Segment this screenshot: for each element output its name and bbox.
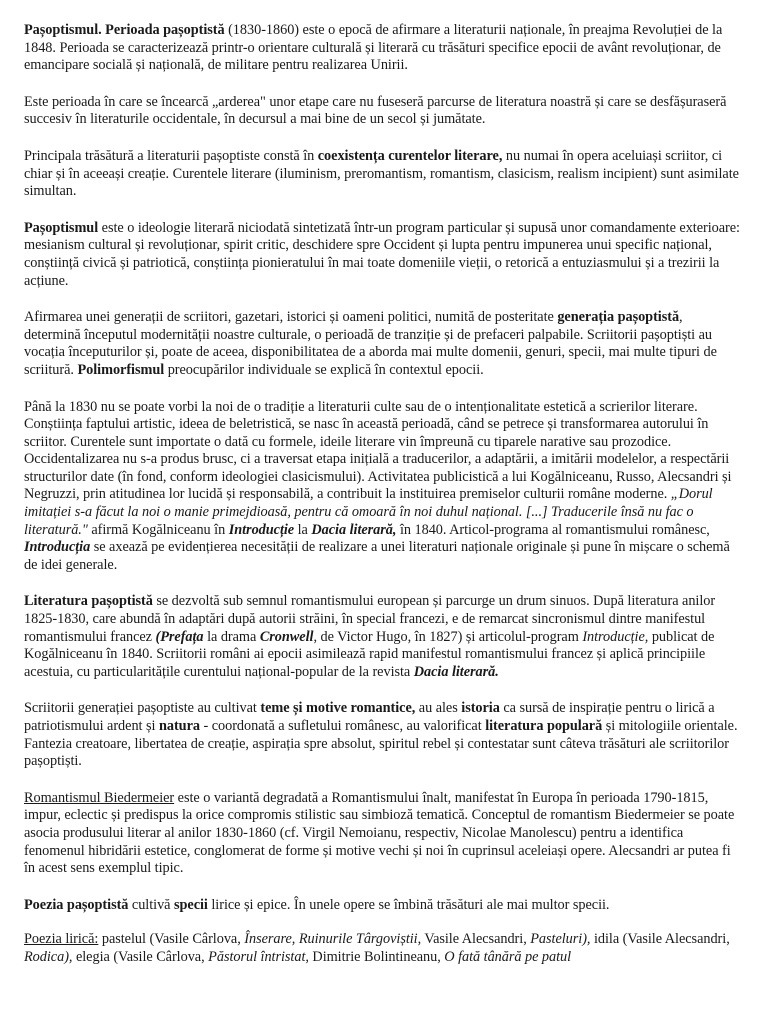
text-run: (Prefața: [155, 628, 204, 645]
text-run: Pașoptismul. Perioada pașoptistă: [24, 22, 225, 38]
text-run: Rodica),: [24, 948, 73, 965]
text-run: Dacia literară,: [311, 521, 397, 538]
text-run: istoria: [461, 700, 500, 717]
text-run: Polimorfismul: [77, 361, 165, 378]
text-run: Înserare, Ruinurile Târgoviștii,: [244, 931, 422, 948]
paragraph-coexistenta: Principala trăsătură a literaturii pașoptiste constă în coexistența curentelor literare, nu numai în opera aceluiași scriitor, ci chiar și în aceeași creație. Curentele literare (iluminism, preromantism, romantism, clasicism, realism incipient) sunt asimilate simultan.: [24, 147, 739, 200]
paragraph-generatia: Afirmarea unei generații de scriitori, gazetari, istorici și oameni politici, numită de posteritate generația pașoptistă, determină începutul modernității noastre culturale, o perioadă de tranziție și de prefaceri palpabile. Scriitorii pașoptiști au vocația începuturilor și, poate de aceea, disponibilitatea de a aborda mai multe domenii, genuri, specii, mai multe tipuri de scriitură. Polimorfismul preocupărilor individuale se explică în contextul epocii.: [24, 309, 717, 378]
text-run: O fată tânără pe patul: [444, 948, 572, 965]
paragraph-ideologie: Pașoptismul este o ideologie literară niciodată sintetizată într-un program particular și supusă unor comandamente exterioare: mesianism cultural și revoluționar, spirit critic, deschidere spre Occident și lupta pentru impunerea unui specific național, conștiință civică și patriotică, conștiința pionieratului în mai toate domeniile vieții, o retorică a entuziasmului și a trezirii la acțiune.: [24, 219, 740, 289]
paragraph-poezia-lirica: Poezia lirică: pastelul (Vasile Cârlova, Înserare, Ruinurile Târgoviștii, Vasile Alecsandri, Pasteluri), idila (Vasile Alecsandri, Rodica), elegia (Vasile Cârlova, Păstorul întristat, Dimitrie Bolintineanu, O fată tânără pe patul: [24, 931, 730, 965]
text-run: specii: [174, 896, 208, 913]
text-run: teme și motive romantice,: [260, 700, 416, 717]
paragraph-intro: Pașoptismul. Perioada pașoptistă (1830-1860) este o epocă de afirmare a literaturii naționale, în preajma Revoluției de la 1848. Perioada se caracterizează printr-o orientare culturală și literară cu trăsături specifice epocii de avânt revoluționar, de emancipare socială și națională, de militare pentru realizarea Unirii.: [24, 22, 723, 74]
text-run: generația pașoptistă: [557, 309, 680, 326]
paragraph-arderea: Este perioada în care se încearcă „arderea" unor etape care nu fuseseră parcurse de literatura noastră și care se desfășuraseră succesiv în literaturile occidentale, în decursul a mai bine de un secol și jumătate.: [24, 93, 727, 128]
paragraph-poezia: Poezia pașoptistă cultivă specii lirice și epice. În unele opere se îmbină trăsături ale mai multor specii.: [24, 896, 610, 913]
text-run: Introducția: [24, 539, 91, 556]
text-run: Pașoptismul: [24, 219, 99, 236]
paragraph-biedermeier: Romantismul Biedermeier este o variantă degradată a Romantismului înalt, manifestat în Europa în perioada 1790-1815, impur, eclectic și predispus la orice compromis stilistic sau simbioză tematică. Conceptul de romantism Biedermeier se poate asocia produsului literar al anilor 1830-1860 (cf. Virgil Nemoianu, respectiv, Nicolae Manolescu) pentru a identifica fenomenul hibridării estetice, conglomerat de forme și motive vechi și noi în cuprinsul aceleiași opere. Alecsandri ar putea fi în acest sens exemplul tipic.: [24, 789, 735, 877]
text-run: Poezia pașoptistă: [24, 896, 129, 913]
text-run: Introducție: [228, 521, 295, 538]
paragraph-traditie: Până la 1830 nu se poate vorbi la noi de o tradiție a literaturii culte sau de o intenționalitate estetică a scrierilor literare. Conștiința faptului artistic, ideea de beletristică, se nasc în această perioadă, când se petrece și transformarea autorului în scriitor. Curentele sunt importate o dată cu formele, ideile literare vin împreună cu tiparele narative sau prozodice. Occidentalizarea nu s-a produs brusc, ci a traversat etapa inițială a traducerilor, a adaptării, a imitării modelelor, a respectării structurilor date (în fond, conform ideologiei clasicismului). Activitatea publicistică a lui Kogălniceanu, Russo, Alecsandri și Negruzzi, prin atitudinea lor lucidă și responsabilă, a contribuit la instituirea premiselor culturii române moderne. „Dorul imitației s-a făcut la noi o manie primejdioasă, pentru că omoară în noi duhul național. [...] Traducerile însă nu fac o literatură." afirmă Kogălniceanu în Introducție la Dacia literară, în 1840. Articol-programa al romantismului românesc, Introducția se axează pe evidențierea necesității de realizare a unei literaturi naționale originale și pune în mișcare o schemă de idei generale.: [24, 398, 732, 573]
paragraph-teme-motive: Scriitorii generației pașoptiste au cultivat teme și motive romantice, au ales istoria ca sursă de inspirație pentru o lirică a patriotismului ardent și natura - coordonată a sufletului românesc, au valorificat literatura populară și mitologiile orientale. Fantezia creatoare, libertatea de creație, aspirația spre absolut, spiritul rebel și contestatar sunt câteva trăsături ale scriitorilor pașoptiști.: [24, 700, 738, 770]
text-run: Introducție,: [582, 628, 649, 645]
text-run: „Dorul imitației s-a făcut la noi o manie primejdioasă, pentru că omoară în noi duhul național. [...] Traducerile însă nu fac o literatură.": [24, 486, 713, 538]
text-run: coexistența curentelor literare,: [317, 147, 503, 164]
text-run: Cronwell: [259, 628, 314, 645]
text-run: Dacia literară.: [413, 663, 499, 680]
text-run: Păstorul întristat,: [208, 948, 309, 965]
text-run: literatura populară: [485, 718, 603, 734]
paragraph-romantism-european: Literatura pașoptistă se dezvoltă sub semnul romantismului european și parcurge un drum sinuos. După literatura anilor 1825-1830, care abundă în adaptări după autorii străini, în special francezi, e de remarcat sincronismul dintre manifestul romantismului francez (Prefața la drama Cronwell, de Victor Hugo, în 1827) și articolul-program Introducție, publicat de Kogălniceanu în 1840. Scriitorii români ai epocii asimilează rapid manifestul romantismului francez și aplică principiile acestuia, cu particularitățile curentului național-popular de la revista Dacia literară.: [24, 593, 716, 680]
text-run: natura: [158, 718, 200, 734]
text-run: Literatura pașoptistă: [24, 593, 153, 610]
text-run: Poezia lirică:: [24, 931, 99, 948]
text-run: Romantismul Biedermeier: [24, 789, 175, 806]
text-run: Pasteluri),: [530, 931, 591, 948]
